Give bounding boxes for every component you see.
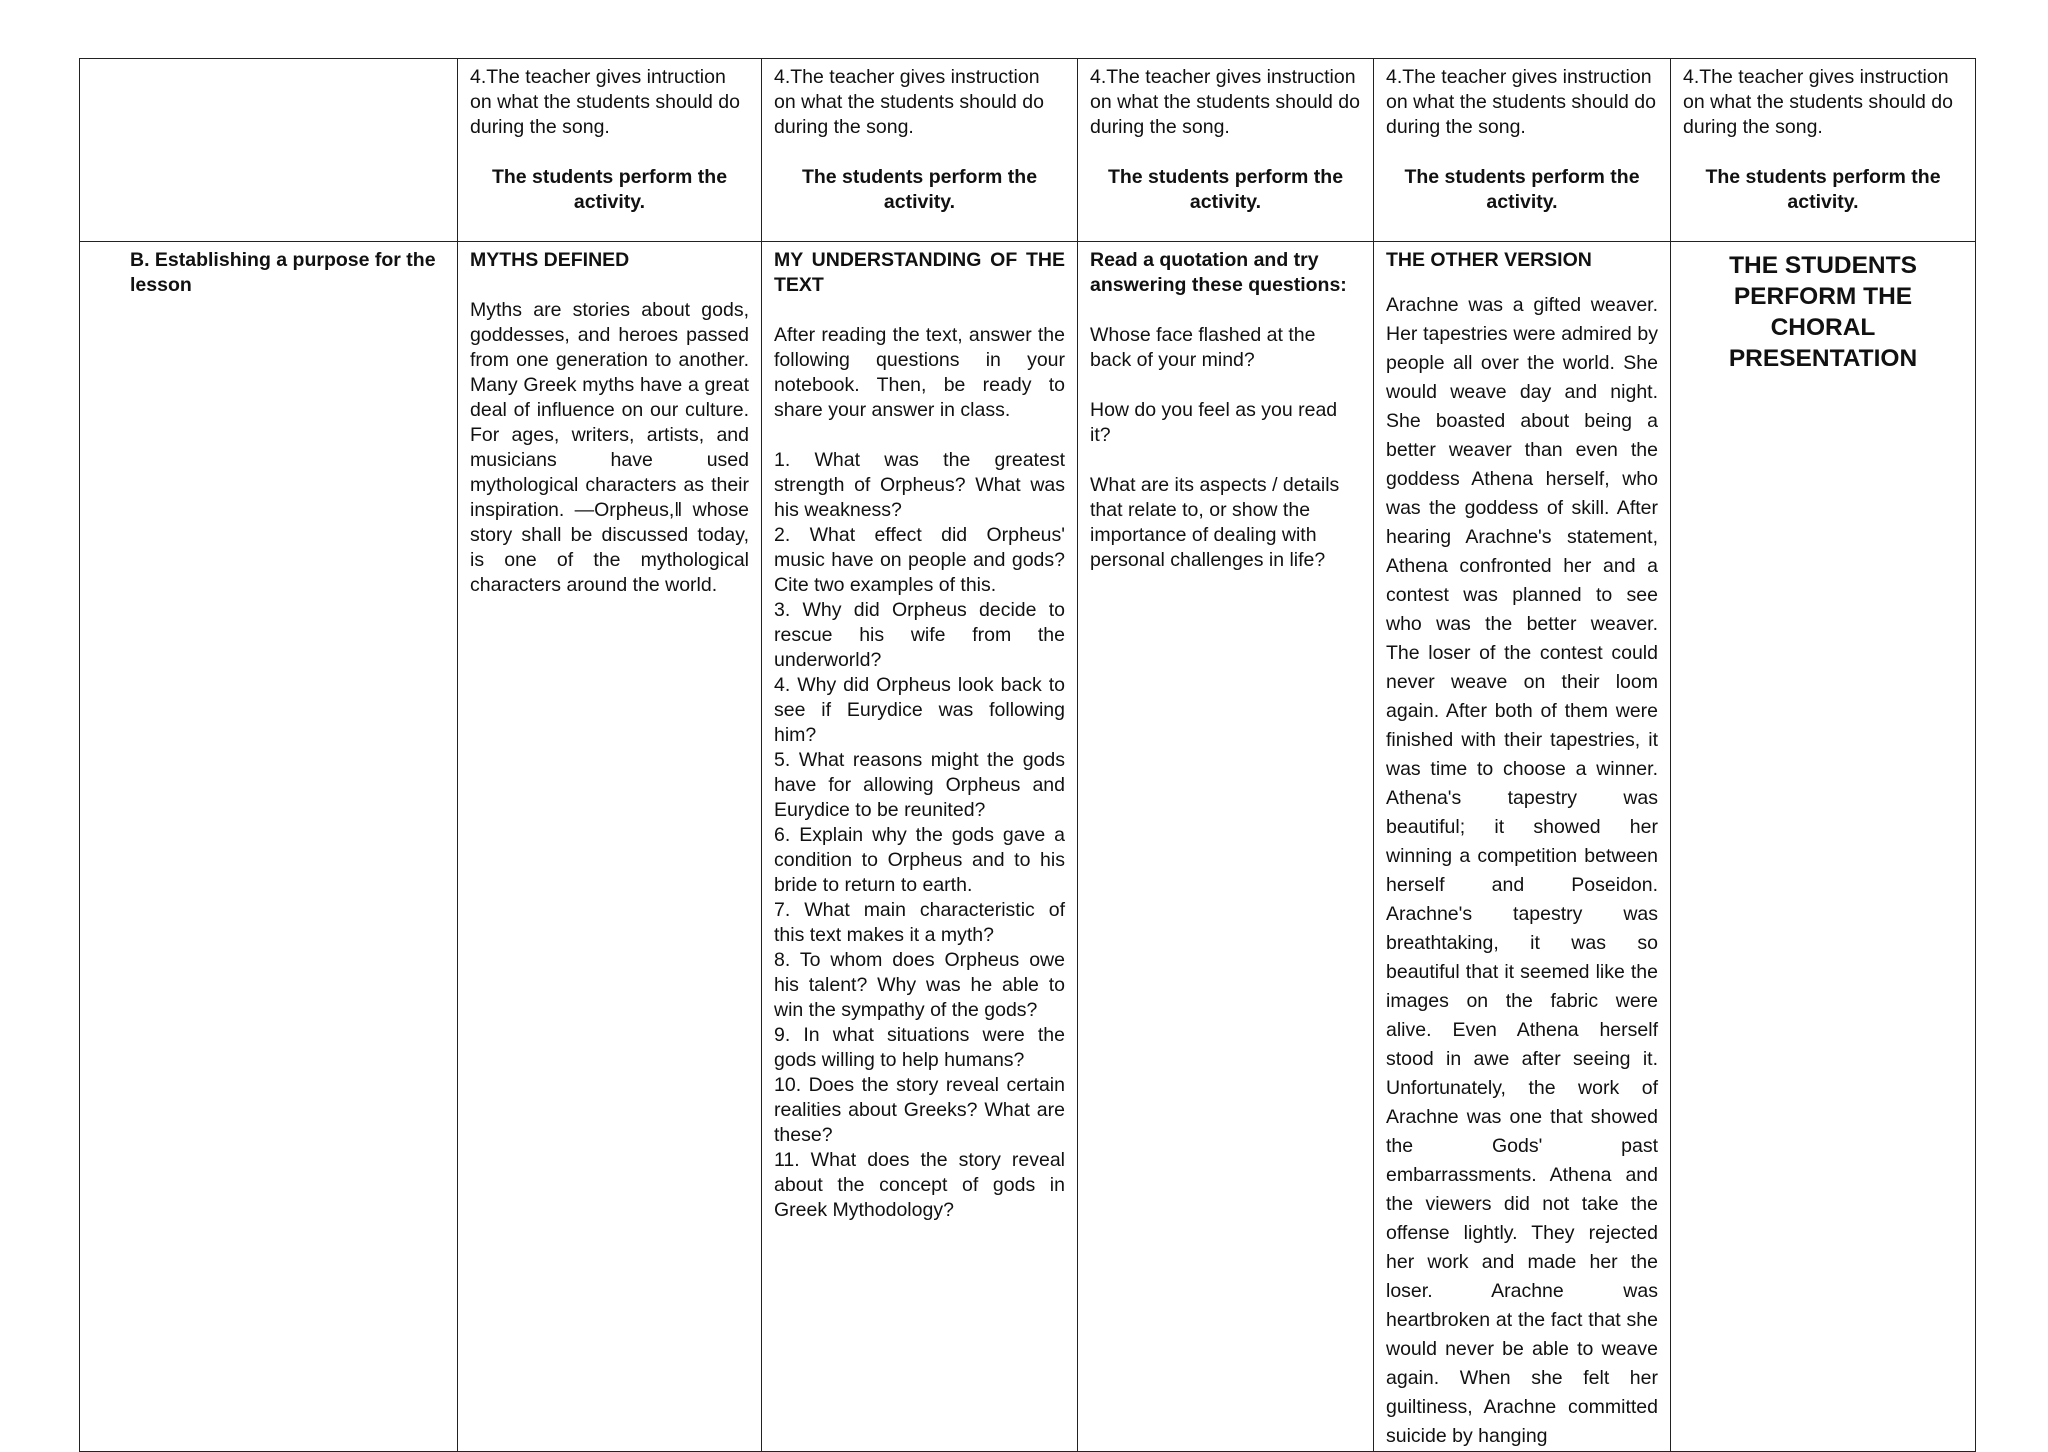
instruction-text: 4.The teacher gives intruction on what the students should do during the song. xyxy=(470,66,740,138)
day1-instruction-cell xyxy=(458,59,762,242)
list-item: Whose face flashed at the back of your mind? xyxy=(1090,324,1316,371)
list-item: 11. What does the story reveal about the concept of gods in Greek Mythodology? xyxy=(774,1149,1065,1221)
instruction-text: 4.The teacher gives instruction on what the students should do during the song. xyxy=(1090,66,1360,138)
blank-cell xyxy=(80,59,458,242)
instruction-text: 4.The teacher gives instruction on what the students should do during the song. xyxy=(774,66,1044,138)
table-row xyxy=(80,242,1976,1452)
perform-activity-text: The students perform the activity. xyxy=(1107,166,1344,213)
question-list xyxy=(774,448,1065,1223)
list-item: 5. What reasons might the gods have for allowing Orpheus and Eurydice to be reunited? xyxy=(774,749,1065,821)
perform-activity-text: The students perform the activity. xyxy=(1705,166,1941,213)
other-version-story: Arachne was a gifted weaver. Her tapestries were admired by people all over the world. She would weave day and night. She boasted about being a better weaver than even the goddess Athena herself, who was the goddess of skill. After hearing Arachne's statement, Athena confronted her and a contest was planned to see who was the better weaver. The loser of the contest could never weave on their loom again. After both of them were finished with their tapestries, it was time to choose a winner. Athena's tapestry was beautiful; it showed her winning a competition between herself and Poseidon. Arachne's tapestry was breathtaking, it was so beautiful that it seemed like the images on the fabric were alive. Even Athena herself stood in awe after seeing it. Unfortunately, the work of Arachne was one that showed the Gods' past embarrassments. Athena and the viewers did not take the offense lightly. They rejected her work and made her the loser. Arachne was heartbroken at the fact that she would never be able to weave again. When she felt her guiltiness, Arachne committed suicide by hanging xyxy=(1386,294,1658,1447)
section-label: B. Establishing a purpose for the lesson xyxy=(130,249,436,296)
lesson-plan-table xyxy=(79,58,1976,1452)
day4-instruction-cell xyxy=(1374,59,1671,242)
list-item: 3. Why did Orpheus decide to rescue his wife from the underworld? xyxy=(774,599,1065,671)
instruction-text: 4.The teacher gives instruction on what the students should do during the song. xyxy=(1683,66,1953,138)
list-item: 2. What effect did Orpheus' music have on people and gods? Cite two examples of this. xyxy=(774,524,1065,596)
other-version-cell xyxy=(1374,242,1671,1452)
list-item: 8. To whom does Orpheus owe his talent? Why was he able to win the sympathy of the gods? xyxy=(774,949,1065,1021)
understanding-cell xyxy=(762,242,1078,1452)
day5-instruction-cell xyxy=(1671,59,1976,242)
list-item: 1. What was the greatest strength of Orpheus? What was his weakness? xyxy=(774,449,1065,521)
choral-cell xyxy=(1671,242,1976,1452)
list-item: 10. Does the story reveal certain realities about Greeks? What are these? xyxy=(774,1074,1065,1146)
other-version-heading: THE OTHER VERSION xyxy=(1386,249,1592,271)
section-label-cell xyxy=(80,242,458,1452)
understanding-intro: After reading the text, answer the following questions in your notebook. Then, be ready to share your answer in class. xyxy=(774,324,1065,421)
choral-presentation-text: THE STUDENTS PERFORM THE CHORAL PRESENTATION xyxy=(1728,252,1918,372)
quotation-heading: Read a quotation and try answering these questions: xyxy=(1090,249,1347,296)
perform-activity-text: The students perform the activity. xyxy=(801,166,1038,213)
instruction-text: 4.The teacher gives instruction on what the students should do during the song. xyxy=(1386,66,1656,138)
day3-instruction-cell xyxy=(1078,59,1374,242)
myths-body: Myths are stories about gods, goddesses, and heroes passed from one generation to another. Many Greek myths have a great deal of influence on our culture. For ages, writers, artists, and musicians have used mythological characters as their inspiration. ―Orpheus,‖ whose story shall be discussed today, is one of the mythological characters around the world. xyxy=(470,299,749,596)
day2-instruction-cell xyxy=(762,59,1078,242)
list-item: 4. Why did Orpheus look back to see if Eurydice was following him? xyxy=(774,674,1065,746)
list-item: What are its aspects / details that relate to, or show the importance of dealing with personal challenges in life? xyxy=(1090,474,1340,571)
list-item: 7. What main characteristic of this text makes it a myth? xyxy=(774,899,1065,946)
list-item: How do you feel as you read it? xyxy=(1090,399,1338,446)
quotation-cell xyxy=(1078,242,1374,1452)
quotation-questions xyxy=(1090,323,1361,573)
perform-activity-text: The students perform the activity. xyxy=(1404,166,1640,213)
list-item: 6. Explain why the gods gave a condition to Orpheus and to his bride to return to earth. xyxy=(774,824,1065,896)
perform-activity-text: The students perform the activity. xyxy=(491,166,728,213)
table-row xyxy=(80,59,1976,242)
understanding-heading: MY UNDERSTANDING OF THE TEXT xyxy=(774,249,1065,296)
myths-defined-cell xyxy=(458,242,762,1452)
list-item: 9. In what situations were the gods willing to help humans? xyxy=(774,1024,1065,1071)
myths-heading: MYTHS DEFINED xyxy=(470,249,630,271)
